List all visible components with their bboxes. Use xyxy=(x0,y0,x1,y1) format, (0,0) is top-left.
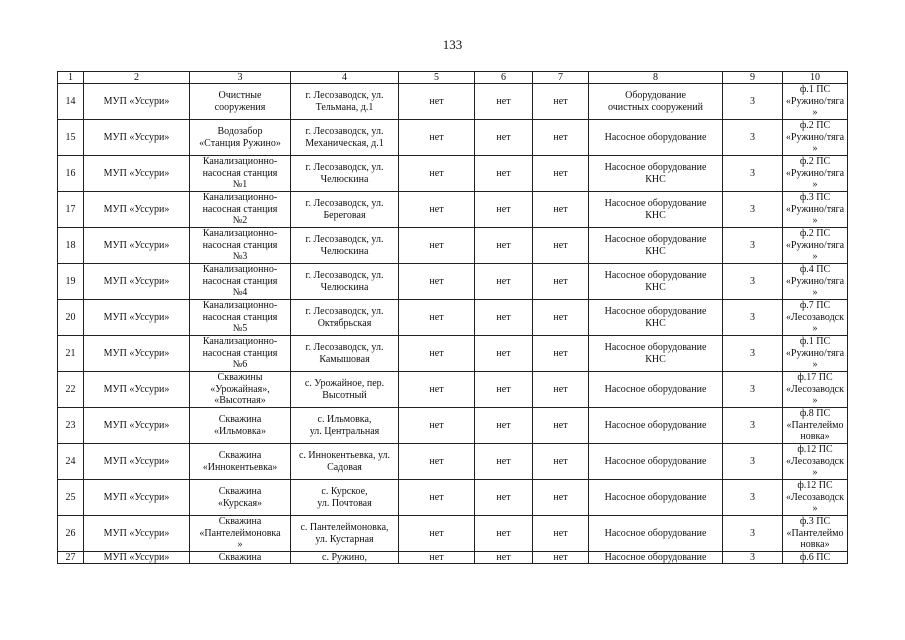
column-header: 2 xyxy=(84,72,190,84)
row-number-cell: 22 xyxy=(58,372,84,408)
equipment-cell: Насосное оборудование xyxy=(589,372,723,408)
equipment-cell: Насосное оборудование xyxy=(589,408,723,444)
column-header: 5 xyxy=(399,72,475,84)
facility-cell: Скважины «Урожайная», «Высотная» xyxy=(190,372,291,408)
facility-cell: Водозабор «Станция Ружино» xyxy=(190,120,291,156)
row-number-cell: 24 xyxy=(58,444,84,480)
col7-cell: нет xyxy=(533,156,589,192)
organization-cell: МУП «Уссури» xyxy=(84,300,190,336)
facility-cell: Канализационно- насосная станция №5 xyxy=(190,300,291,336)
col5-cell: нет xyxy=(399,264,475,300)
organization-cell: МУП «Уссури» xyxy=(84,480,190,516)
table-header-row xyxy=(58,72,848,84)
category-cell: 3 xyxy=(723,228,783,264)
address-cell: с. Курское, ул. Почтовая xyxy=(291,480,399,516)
address-cell: г. Лесозаводск, ул. Челюскина xyxy=(291,264,399,300)
feeder-cell: ф.12 ПС «Лесозаводск » xyxy=(783,444,848,480)
col7-cell: нет xyxy=(533,336,589,372)
table-body xyxy=(58,72,848,564)
feeder-cell: ф.17 ПС «Лесозаводск » xyxy=(783,372,848,408)
row-number-cell: 18 xyxy=(58,228,84,264)
category-cell: 3 xyxy=(723,552,783,564)
row-number-cell: 20 xyxy=(58,300,84,336)
address-cell: с. Пантелеймоновка, ул. Кустарная xyxy=(291,516,399,552)
equipment-cell: Насосное оборудование xyxy=(589,444,723,480)
feeder-cell: ф.12 ПС «Лесозаводск » xyxy=(783,480,848,516)
row-number-cell: 15 xyxy=(58,120,84,156)
feeder-cell: ф.2 ПС «Ружино/тяга » xyxy=(783,120,848,156)
col6-cell: нет xyxy=(475,192,533,228)
facility-cell: Скважина «Иннокентьевка» xyxy=(190,444,291,480)
facility-cell: Скважина «Ильмовка» xyxy=(190,408,291,444)
column-header: 4 xyxy=(291,72,399,84)
row-number-cell: 27 xyxy=(58,552,84,564)
col6-cell: нет xyxy=(475,444,533,480)
column-header: 1 xyxy=(58,72,84,84)
equipment-cell: Насосное оборудование КНС xyxy=(589,156,723,192)
category-cell: 3 xyxy=(723,264,783,300)
organization-cell: МУП «Уссури» xyxy=(84,84,190,120)
col7-cell: нет xyxy=(533,300,589,336)
address-cell: г. Лесозаводск, ул. Октябрьская xyxy=(291,300,399,336)
organization-cell: МУП «Уссури» xyxy=(84,372,190,408)
category-cell: 3 xyxy=(723,444,783,480)
table-row xyxy=(58,84,848,120)
row-number-cell: 23 xyxy=(58,408,84,444)
address-cell: г. Лесозаводск, ул. Береговая xyxy=(291,192,399,228)
table-row xyxy=(58,264,848,300)
address-cell: г. Лесозаводск, ул. Камышовая xyxy=(291,336,399,372)
row-number-cell: 14 xyxy=(58,84,84,120)
address-cell: с. Иннокентьевка, ул. Садовая xyxy=(291,444,399,480)
col7-cell: нет xyxy=(533,84,589,120)
table-row xyxy=(58,228,848,264)
col6-cell: нет xyxy=(475,120,533,156)
address-cell: г. Лесозаводск, ул. Тельмана, д.1 xyxy=(291,84,399,120)
col7-cell: нет xyxy=(533,408,589,444)
facility-cell: Канализационно- насосная станция №2 xyxy=(190,192,291,228)
table-row xyxy=(58,516,848,552)
feeder-cell: ф.1 ПС «Ружино/тяга » xyxy=(783,84,848,120)
equipment-cell: Насосное оборудование xyxy=(589,516,723,552)
column-header: 9 xyxy=(723,72,783,84)
category-cell: 3 xyxy=(723,156,783,192)
col7-cell: нет xyxy=(533,372,589,408)
table-row xyxy=(58,156,848,192)
facility-cell: Скважина «Пантелеймоновка » xyxy=(190,516,291,552)
col5-cell: нет xyxy=(399,84,475,120)
category-cell: 3 xyxy=(723,120,783,156)
col5-cell: нет xyxy=(399,552,475,564)
feeder-cell: ф.2 ПС «Ружино/тяга » xyxy=(783,228,848,264)
col6-cell: нет xyxy=(475,156,533,192)
col5-cell: нет xyxy=(399,120,475,156)
address-cell: с. Ильмовка, ул. Центральная xyxy=(291,408,399,444)
col6-cell: нет xyxy=(475,372,533,408)
address-cell: г. Лесозаводск, ул. Механическая, д.1 xyxy=(291,120,399,156)
feeder-cell: ф.4 ПС «Ружино/тяга » xyxy=(783,264,848,300)
col5-cell: нет xyxy=(399,372,475,408)
equipment-cell: Оборудование очистных сооружений xyxy=(589,84,723,120)
facility-cell: Канализационно- насосная станция №4 xyxy=(190,264,291,300)
col6-cell: нет xyxy=(475,408,533,444)
row-number-cell: 16 xyxy=(58,156,84,192)
equipment-cell: Насосное оборудование КНС xyxy=(589,228,723,264)
col6-cell: нет xyxy=(475,264,533,300)
col6-cell: нет xyxy=(475,228,533,264)
equipment-table xyxy=(57,71,848,564)
equipment-cell: Насосное оборудование xyxy=(589,120,723,156)
address-cell: г. Лесозаводск, ул. Челюскина xyxy=(291,228,399,264)
col5-cell: нет xyxy=(399,300,475,336)
table-row xyxy=(58,192,848,228)
organization-cell: МУП «Уссури» xyxy=(84,516,190,552)
col5-cell: нет xyxy=(399,228,475,264)
category-cell: 3 xyxy=(723,408,783,444)
column-header: 10 xyxy=(783,72,848,84)
col5-cell: нет xyxy=(399,480,475,516)
equipment-cell: Насосное оборудование xyxy=(589,552,723,564)
category-cell: 3 xyxy=(723,336,783,372)
facility-cell: Скважина xyxy=(190,552,291,564)
feeder-cell: ф.2 ПС «Ружино/тяга » xyxy=(783,156,848,192)
col5-cell: нет xyxy=(399,444,475,480)
col7-cell: нет xyxy=(533,480,589,516)
organization-cell: МУП «Уссури» xyxy=(84,444,190,480)
col6-cell: нет xyxy=(475,480,533,516)
col5-cell: нет xyxy=(399,336,475,372)
category-cell: 3 xyxy=(723,192,783,228)
column-header: 6 xyxy=(475,72,533,84)
table-row xyxy=(58,336,848,372)
feeder-cell: ф.8 ПС «Пантелеймо новка» xyxy=(783,408,848,444)
equipment-cell: Насосное оборудование КНС xyxy=(589,300,723,336)
col6-cell: нет xyxy=(475,336,533,372)
category-cell: 3 xyxy=(723,372,783,408)
feeder-cell: ф.3 ПС «Пантелеймо новка» xyxy=(783,516,848,552)
col7-cell: нет xyxy=(533,444,589,480)
category-cell: 3 xyxy=(723,84,783,120)
col7-cell: нет xyxy=(533,192,589,228)
table-row xyxy=(58,480,848,516)
organization-cell: МУП «Уссури» xyxy=(84,264,190,300)
col6-cell: нет xyxy=(475,84,533,120)
table-row xyxy=(58,300,848,336)
organization-cell: МУП «Уссури» xyxy=(84,336,190,372)
equipment-cell: Насосное оборудование КНС xyxy=(589,336,723,372)
feeder-cell: ф.1 ПС «Ружино/тяга » xyxy=(783,336,848,372)
table-row xyxy=(58,408,848,444)
row-number-cell: 21 xyxy=(58,336,84,372)
row-number-cell: 26 xyxy=(58,516,84,552)
col6-cell: нет xyxy=(475,516,533,552)
row-number-cell: 25 xyxy=(58,480,84,516)
equipment-cell: Насосное оборудование xyxy=(589,480,723,516)
organization-cell: МУП «Уссури» xyxy=(84,120,190,156)
facility-cell: Очистные сооружения xyxy=(190,84,291,120)
col5-cell: нет xyxy=(399,408,475,444)
address-cell: с. Ружино, xyxy=(291,552,399,564)
table-row xyxy=(58,444,848,480)
col7-cell: нет xyxy=(533,120,589,156)
row-number-cell: 19 xyxy=(58,264,84,300)
facility-cell: Канализационно- насосная станция №1 xyxy=(190,156,291,192)
equipment-cell: Насосное оборудование КНС xyxy=(589,192,723,228)
feeder-cell: ф.6 ПС xyxy=(783,552,848,564)
col6-cell: нет xyxy=(475,552,533,564)
address-cell: г. Лесозаводск, ул. Челюскина xyxy=(291,156,399,192)
category-cell: 3 xyxy=(723,300,783,336)
row-number-cell: 17 xyxy=(58,192,84,228)
organization-cell: МУП «Уссури» xyxy=(84,408,190,444)
facility-cell: Канализационно- насосная станция №3 xyxy=(190,228,291,264)
column-header: 3 xyxy=(190,72,291,84)
category-cell: 3 xyxy=(723,516,783,552)
feeder-cell: ф.7 ПС «Лесозаводск » xyxy=(783,300,848,336)
col6-cell: нет xyxy=(475,300,533,336)
column-header: 8 xyxy=(589,72,723,84)
facility-cell: Скважина «Курская» xyxy=(190,480,291,516)
address-cell: с. Урожайное, пер. Высотный xyxy=(291,372,399,408)
feeder-cell: ф.3 ПС «Ружино/тяга » xyxy=(783,192,848,228)
col7-cell: нет xyxy=(533,552,589,564)
col5-cell: нет xyxy=(399,516,475,552)
col7-cell: нет xyxy=(533,516,589,552)
table-row xyxy=(58,552,848,564)
equipment-cell: Насосное оборудование КНС xyxy=(589,264,723,300)
organization-cell: МУП «Уссури» xyxy=(84,192,190,228)
column-header: 7 xyxy=(533,72,589,84)
organization-cell: МУП «Уссури» xyxy=(84,156,190,192)
table-row xyxy=(58,120,848,156)
col5-cell: нет xyxy=(399,192,475,228)
category-cell: 3 xyxy=(723,480,783,516)
table-row xyxy=(58,372,848,408)
col7-cell: нет xyxy=(533,228,589,264)
organization-cell: МУП «Уссури» xyxy=(84,228,190,264)
col7-cell: нет xyxy=(533,264,589,300)
organization-cell: МУП «Уссури» xyxy=(84,552,190,564)
col5-cell: нет xyxy=(399,156,475,192)
page-number: 133 xyxy=(442,37,463,52)
facility-cell: Канализационно- насосная станция №6 xyxy=(190,336,291,372)
